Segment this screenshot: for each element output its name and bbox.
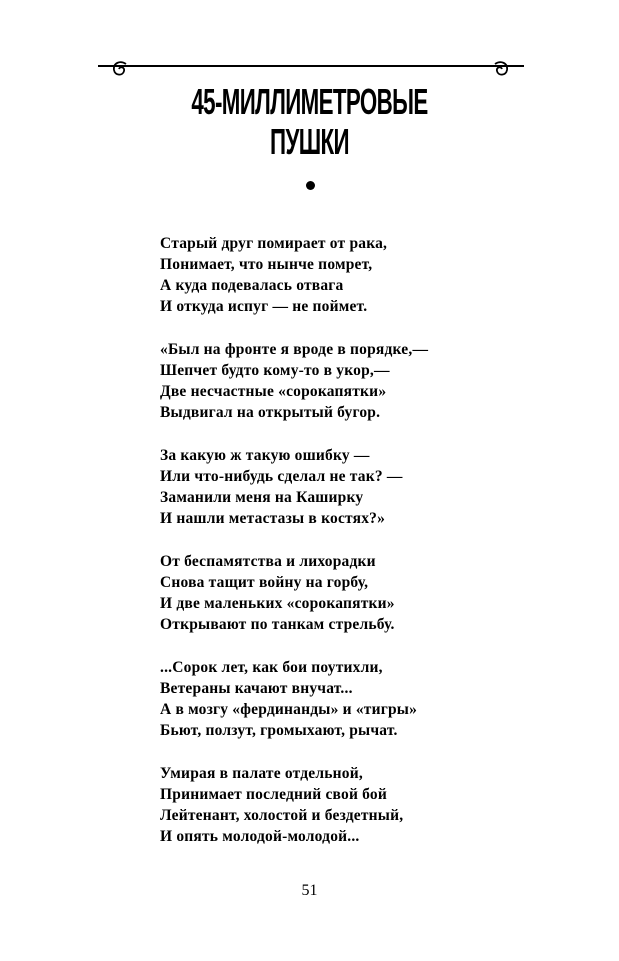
title-bullet [306, 181, 315, 190]
poem-line: Или что-нибудь сделал не так? — [160, 468, 403, 485]
poem-title-line-1: 45-МИЛЛИМЕТРОВЫЕ [191, 81, 428, 122]
poem-line: А в мозгу «фердинанды» и «тигры» [160, 701, 418, 718]
stanza [160, 763, 500, 847]
stanza [160, 551, 500, 635]
poem-line: ...Сорок лет, как бои поутихли, [160, 659, 383, 676]
stanza [160, 445, 500, 529]
poem-line: Выдвигал на открытый бугор. [160, 404, 381, 421]
header-rule [98, 65, 524, 67]
poem-line: Две несчастные «сорокапятки» [160, 383, 387, 400]
poem-line: Ветераны качают внучат... [160, 680, 353, 697]
poem-line: От беспамятства и лихорадки [160, 553, 376, 570]
stanza [160, 233, 500, 317]
poem-line: «Был на фронте я вроде в порядке,— [160, 341, 429, 358]
poem-line: Старый друг помирает от рака, [160, 235, 388, 252]
poem-title-line-2: ПУШКИ [270, 121, 349, 162]
poem-line: Умирая в палате отдельной, [160, 765, 363, 782]
poem-line: За какую ж такую ошибку — [160, 447, 370, 464]
page-number: 51 [301, 882, 318, 899]
poem-line: Снова тащит войну на горбу, [160, 574, 369, 591]
poem-body [160, 233, 500, 869]
poem-line: Понимает, что нынче помрет, [160, 256, 373, 273]
poem-line: И нашли метастазы в костях?» [160, 510, 386, 527]
poem-line: Лейтенант, холостой и бездетный, [160, 807, 404, 824]
stanza [160, 339, 500, 423]
poem-line: И две маленьких «сорокапятки» [160, 595, 395, 612]
poem-line: Принимает последний свой бой [160, 786, 388, 803]
poem-line: И откуда испуг — не поймет. [160, 298, 368, 315]
poem-line: Бьют, ползут, громыхают, рычат. [160, 722, 398, 739]
poem-line: Заманили меня на Каширку [160, 489, 364, 506]
poem-line: А куда подевалась отвага [160, 277, 344, 294]
right-flourish-icon [489, 60, 511, 78]
poem-line: Шепчет будто кому-то в укор,— [160, 362, 390, 379]
stanza [160, 657, 500, 741]
poem-line: И опять молодой-молодой... [160, 828, 360, 845]
poem-line: Открывают по танкам стрельбу. [160, 616, 395, 633]
poem-title [0, 82, 619, 162]
left-flourish-icon [110, 60, 132, 78]
